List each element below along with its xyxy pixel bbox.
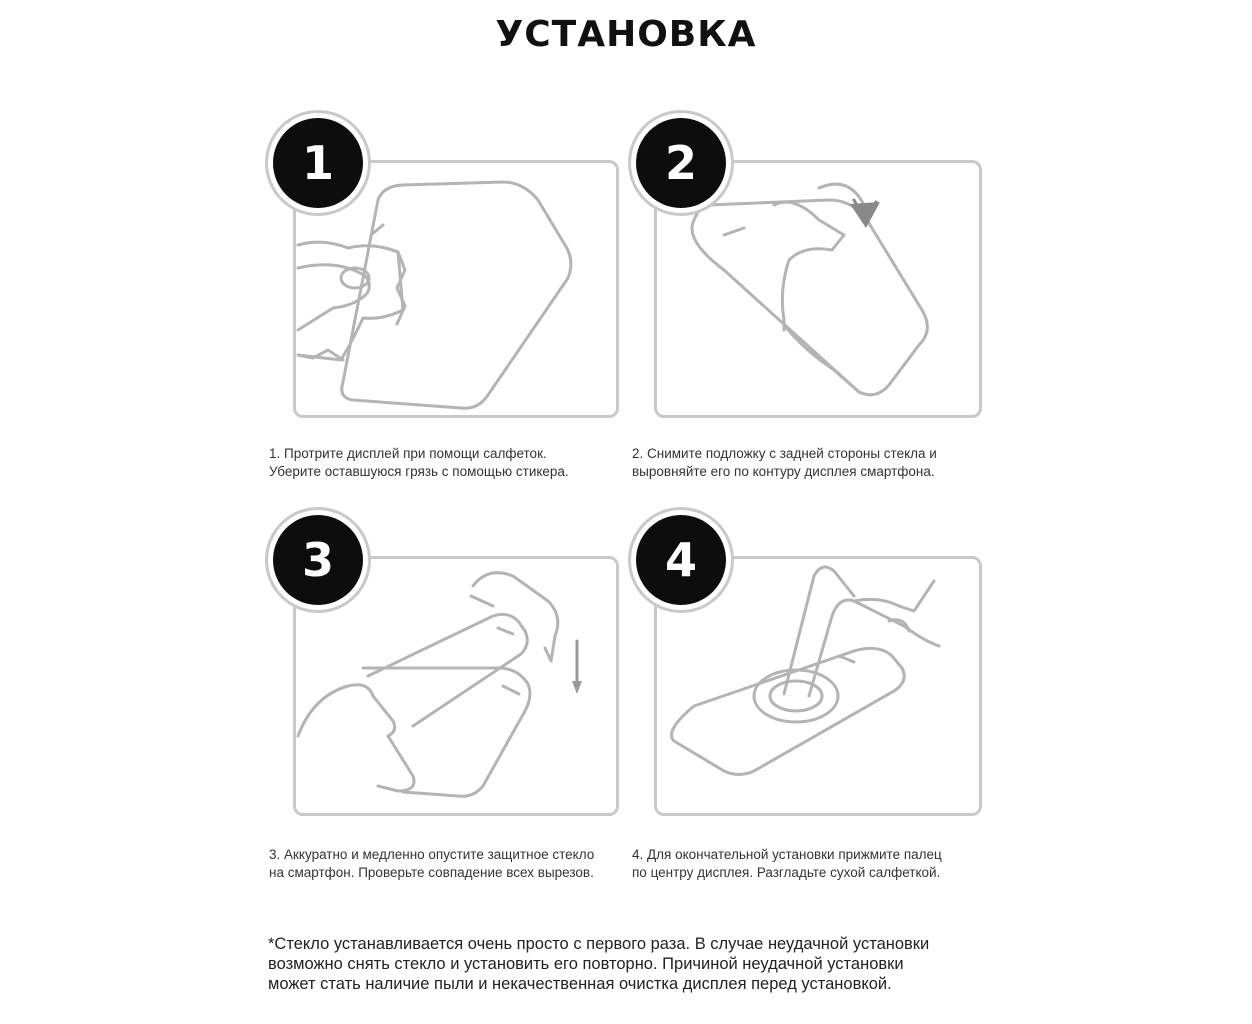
step-3-caption-line-2: на смартфон. Проверьте совпадение всех вырезов. bbox=[269, 865, 594, 880]
step-3-caption bbox=[269, 846, 594, 882]
step-1-caption-line-1: 1. Протрите дисплей при помощи салфеток. bbox=[269, 446, 547, 461]
step-2-caption-line-1: 2. Снимите подложку с задней стороны стекла и bbox=[632, 446, 937, 461]
note-line-2: возможно снять стекло и установить его повторно. Причиной неудачной установки bbox=[268, 955, 904, 973]
step-1-caption-line-2: Уберите оставшуюся грязь с помощью стикера. bbox=[269, 464, 569, 479]
note-line-1: *Стекло устанавливается очень просто с первого раза. В случае неудачной установки bbox=[268, 935, 930, 953]
installation-note bbox=[268, 934, 988, 994]
step-number-badge: 3 bbox=[273, 515, 363, 605]
page-title: УСТАНОВКА bbox=[495, 14, 757, 55]
note-line-3: может стать наличие пыли и некачественная очистка дисплея перед установкой. bbox=[268, 975, 892, 993]
step-4-caption bbox=[632, 846, 942, 882]
step-number-badge: 2 bbox=[636, 118, 726, 208]
step-2-caption-line-2: выровняйте его по контуру дисплея смартфона. bbox=[632, 464, 935, 479]
step-4-caption-line-2: по центру дисплея. Разгладьте сухой салфеткой. bbox=[632, 865, 941, 880]
step-number-badge: 4 bbox=[636, 515, 726, 605]
step-4-caption-line-1: 4. Для окончательной установки прижмите палец bbox=[632, 847, 942, 862]
step-number-badge: 1 bbox=[273, 118, 363, 208]
step-2-caption bbox=[632, 445, 937, 481]
step-1-caption bbox=[269, 445, 569, 481]
step-3-caption-line-1: 3. Аккуратно и медленно опустите защитное стекло bbox=[269, 847, 595, 862]
